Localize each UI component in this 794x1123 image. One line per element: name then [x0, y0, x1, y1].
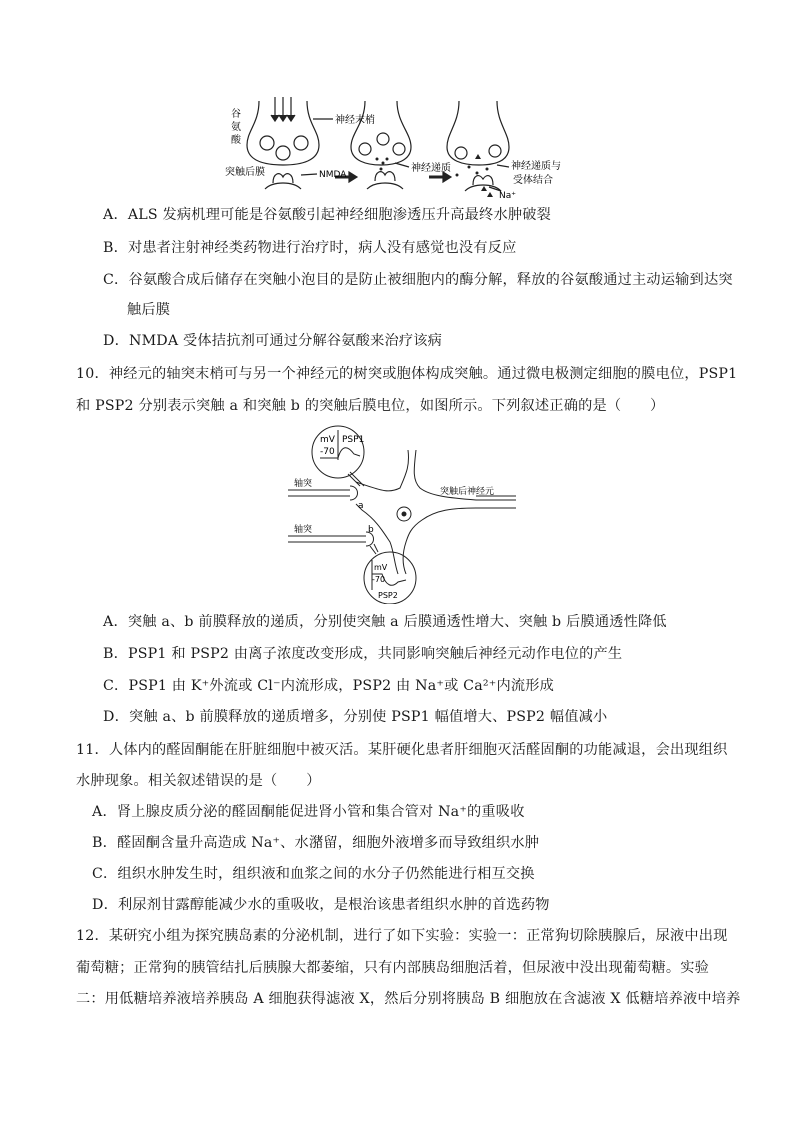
binding-label-2: 受体结合 — [513, 175, 553, 186]
q10-option-d: D．突触 a、b 前膜释放的递质增多，分别使 PSP1 幅值增大、PSP2 幅值减小 — [103, 709, 608, 725]
q10-option-c: C．PSP1 由 K⁺外流或 Cl⁻内流形成，PSP2 由 Na⁺或 Ca²⁺内流形成 — [103, 678, 555, 694]
q10-stem-line2: 和 PSP2 分别表示突触 a 和突触 b 的突触后膜电位，如图所示。下列叙述正确的是（ ） — [76, 398, 665, 414]
synapse-a-label: a — [358, 501, 364, 511]
synapse-b-label: b — [368, 525, 374, 535]
na-ion-label: Na⁺ — [499, 191, 516, 201]
q12-stem-line1: 12．某研究小组为探究胰岛素的分泌机制，进行了如下实验：实验一：正常狗切除胰腺后，尿液中出现 — [76, 928, 728, 944]
binding-label-1: 神经递质与 — [511, 161, 561, 172]
glutamate-label-2: 氨 — [231, 122, 241, 133]
q9-option-c-line2: 触后膜 — [127, 302, 171, 318]
neurotransmitter-label: 神经递质 — [411, 163, 451, 174]
glutamate-label-1: 谷 — [231, 109, 241, 120]
axon-top-label: 轴突 — [294, 479, 313, 489]
nerve-terminal-label: 神经末梢 — [335, 115, 375, 126]
q11-stem-line2: 水肿现象。相关叙述错误的是（ ） — [76, 773, 321, 789]
q11-option-d: D．利尿剂甘露醇能减少水的重吸收，是根治该患者组织水肿的首选药物 — [92, 897, 550, 913]
psp2-label: PSP2 — [378, 591, 398, 600]
nmda-label: NMDA — [319, 170, 347, 180]
postsynaptic-membrane-label: 突触后膜 — [225, 167, 265, 178]
q11-option-b: B．醛固酮含量升高造成 Na⁺、水潴留，细胞外液增多而导致组织水肿 — [92, 835, 540, 851]
q9-option-a: A．ALS 发病机理可能是谷氨酸引起神经细胞渗透压升高最终水肿破裂 — [103, 207, 551, 223]
glutamate-label-3: 酸 — [231, 135, 241, 146]
q9-option-d: D．NMDA 受体拮抗剂可通过分解谷氨酸来治疗该病 — [103, 333, 443, 349]
axon-bottom-label: 轴突 — [294, 525, 313, 535]
psp1-minus70-label: -70 — [320, 447, 335, 457]
psp2-minus70-label: -70 — [372, 575, 386, 584]
postsynaptic-neuron-label: 突触后神经元 — [440, 487, 495, 497]
psp1-mv-label: mV — [320, 435, 335, 445]
q9-option-c-line1: C．谷氨酸合成后储存在突触小泡目的是防止被细胞内的酶分解，释放的谷氨酸通过主动运输到达突 — [103, 272, 733, 288]
psp-neuron-figure — [280, 424, 520, 604]
q11-stem-line1: 11．人体内的醛固酮能在肝脏细胞中被灭活。某肝硬化患者肝细胞灭活醛固酮的功能减退，会出现组织 — [76, 742, 728, 758]
synapse-glutamate-figure — [225, 95, 585, 205]
q10-option-a: A．突触 a、b 前膜释放的递质，分别使突触 a 后膜通透性增大、突触 b 后膜通透性降低 — [103, 614, 667, 630]
q12-stem-line2: 葡萄糖；正常狗的胰管结扎后胰腺大都萎缩，只有内部胰岛细胞活着，但尿液中没出现葡萄糖。实验 — [76, 960, 710, 976]
q9-option-b: B．对患者注射神经类药物进行治疗时，病人没有感觉也没有反应 — [103, 240, 517, 256]
q10-stem-line1: 10．神经元的轴突末梢可与另一个神经元的树突或胞体构成突触。通过微电极测定细胞的膜电位，PSP1 — [76, 366, 738, 382]
q11-option-c: C．组织水肿发生时，组织液和血浆之间的水分子仍然能进行相互交换 — [92, 866, 535, 882]
psp1-label: PSP1 — [342, 435, 365, 445]
q12-stem-line3: 二：用低糖培养液培养胰岛 A 细胞获得滤液 X，然后分别将胰岛 B 细胞放在含滤液 X 低糖培养液中培养 — [76, 991, 741, 1007]
psp2-mv-label: mV — [374, 563, 388, 572]
q10-option-b: B．PSP1 和 PSP2 由离子浓度改变形成，共同影响突触后神经元动作电位的产生 — [103, 646, 623, 662]
q11-option-a: A．肾上腺皮质分泌的醛固酮能促进肾小管和集合管对 Na⁺的重吸收 — [92, 804, 525, 820]
